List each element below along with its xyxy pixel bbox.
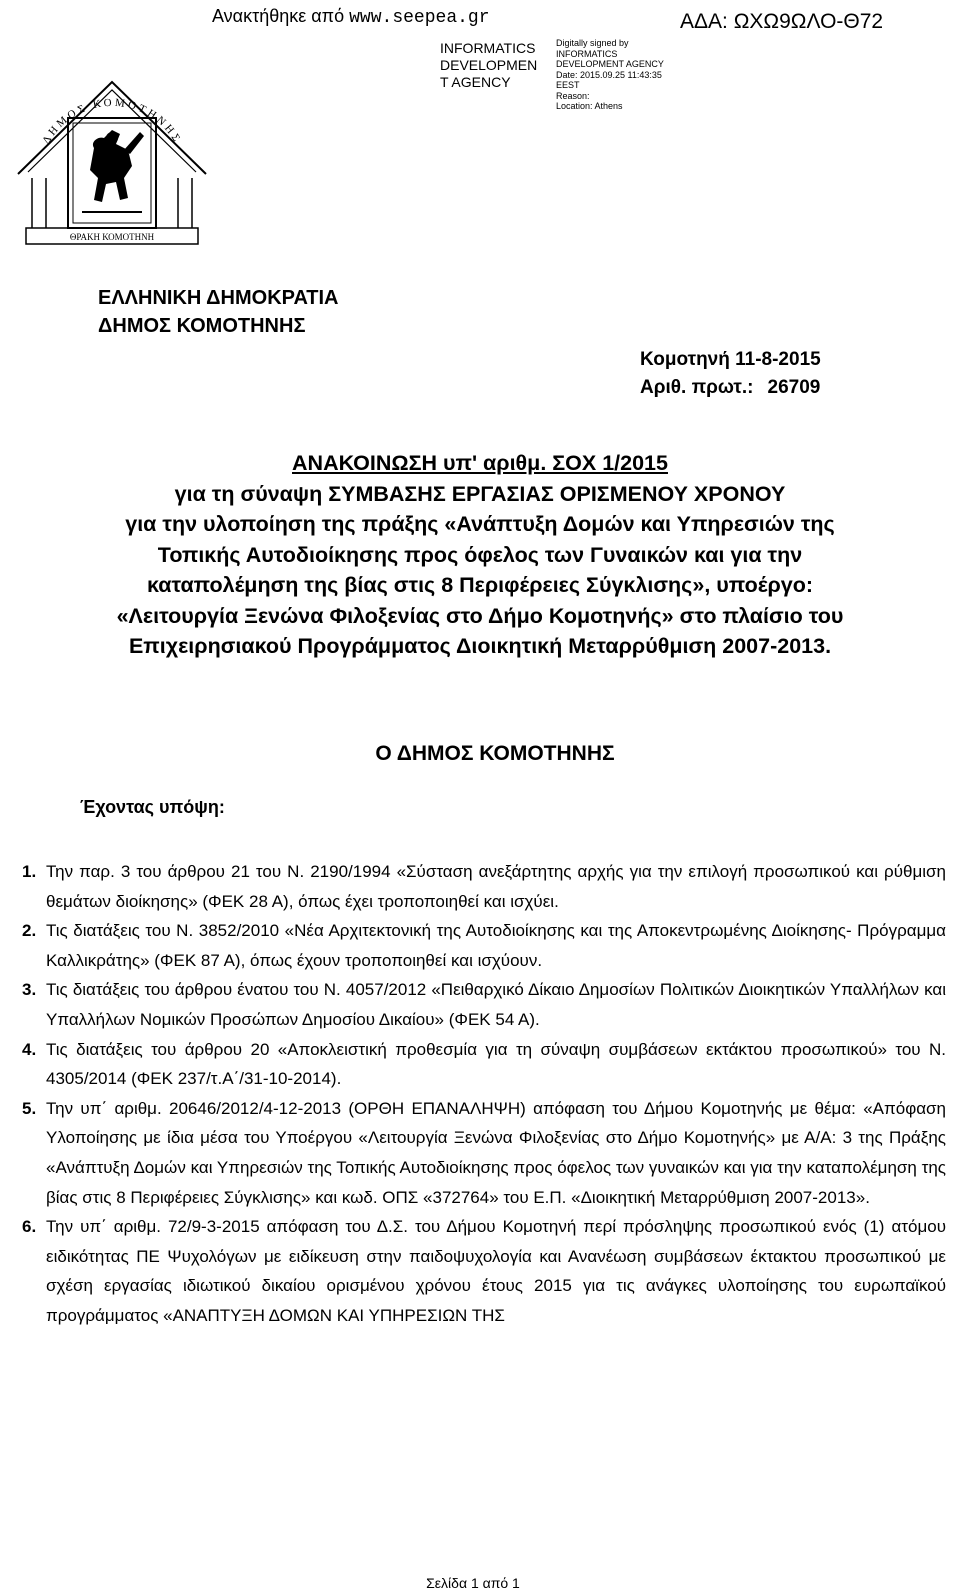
list-item xyxy=(22,857,946,916)
digital-signer-name xyxy=(440,40,552,91)
protocol-label: Αριθ. πρωτ.: xyxy=(640,377,754,398)
issuer-municipality: ΔΗΜΟΣ ΚΟΜΟΤΗΝΗΣ xyxy=(98,315,306,337)
digital-signature-details xyxy=(556,38,696,112)
item-number: 5. xyxy=(22,1098,37,1118)
signer-line: T AGENCY xyxy=(440,74,511,90)
considerations-list xyxy=(22,857,946,1331)
item-text: Τις διατάξεις του άρθρου 20 «Αποκλειστική προθεσμία για τη σύναψη συμβάσεων εκτάκτου προσωπικού» του Ν. 4305/2014 (ΦΕΚ 237/τ.Α΄/31-10-2014). xyxy=(46,1039,946,1089)
signature-detail-line: DEVELOPMENT AGENCY xyxy=(556,59,664,69)
item-number: 1. xyxy=(22,862,37,881)
list-item xyxy=(22,916,946,975)
list-item xyxy=(22,1212,946,1330)
item-text: Τις διατάξεις του Ν. 3852/2010 «Νέα Αρχιτεκτονική της Αυτοδιοίκησης και της Αποκεντρωμένης Διοίκησης- Πρόγραμμα Καλλικράτης» (ΦΕΚ 87 Α), όπως έχουν τροποποιηθεί και ισχύουν. xyxy=(46,921,946,970)
title-line: Τοπικής Αυτοδιοίκησης προς όφελος των Γυναικών και για την xyxy=(157,542,803,567)
item-text: Την παρ. 3 του άρθρου 21 του Ν. 2190/1994 «Σύσταση ανεξάρτητης αρχής για την επιλογή προσωπικού και ρύθμιση θεμάτων διοίκησης» (ΦΕΚ 28 Α), όπως έχει τροποποιηθεί και ισχύει. xyxy=(46,862,946,911)
signature-detail-line: INFORMATICS xyxy=(556,48,618,59)
municipality-heading: Ο ΔΗΜΟΣ ΚΟΜΟΤΗΝΗΣ xyxy=(375,742,615,765)
title-line: για την υλοποίηση της πράξης «Ανάπτυξη Δομών και Υπηρεσιών της xyxy=(125,512,835,536)
signer-line: INFORMATICS xyxy=(440,40,536,56)
protocol-number xyxy=(640,377,820,399)
retrieved-from xyxy=(212,6,490,28)
retrieved-url[interactable]: www.seepea.gr xyxy=(349,8,490,28)
signature-detail-line: EEST xyxy=(556,80,580,90)
title-line: Επιχειρησιακού Προγράμματος Διοικητική Μεταρρύθμιση 2007-2013. xyxy=(128,634,832,658)
place-date: Κομοτηνή 11-8-2015 xyxy=(640,349,821,370)
municipality-seal-icon xyxy=(12,78,212,248)
protocol-value: 26709 xyxy=(767,377,821,398)
title-line: καταπολέμηση της βίας στις 8 Περιφέρειες Σύγκλισης», υποέργο: xyxy=(146,573,814,597)
seal-text: ΔΗΜΟΣ ΚΟΜΟΤΗΝΗΣ xyxy=(40,96,184,147)
signature-detail-line: Reason: xyxy=(556,90,590,101)
ada-code: ΑΔΑ: ΩΧΩ9ΩΛΟ-Θ72 xyxy=(680,10,884,33)
signature-detail-line: Date: 2015.09.25 11:43:35 xyxy=(556,69,662,80)
retrieved-prefix: Ανακτήθηκε από xyxy=(212,6,345,26)
signature-detail-line: Digitally signed by xyxy=(556,38,629,48)
issuer-country: ΕΛΛΗΝΙΚΗ ΔΗΜΟΚΡΑΤΙΑ xyxy=(98,287,339,309)
title-line: «Λειτουργία Ξενώνα Φιλοξενίας στο Δήμο Κομοτηνής» στο πλαίσιο του xyxy=(116,603,844,628)
considering-label: Έχοντας υπόψη: xyxy=(80,797,225,817)
signer-line: DEVELOPMEN xyxy=(440,57,538,73)
title-line: για τη σύναψη ΣΥΜΒΑΣΗΣ ΕΡΓΑΣΙΑΣ ΟΡΙΣΜΕΝΟΥ ΧΡΟΝΟΥ xyxy=(174,481,786,506)
list-item xyxy=(22,1035,946,1094)
item-text: Τις διατάξεις του άρθρου ένατου του Ν. 4057/2012 «Πειθαρχικό Δίκαιο Δημοσίων Πολιτικών Διοικητικών Υπαλλήλων και Υπαλλήλων Νομικών Προσώπων Δημοσίου Δικαίου» (ΦΕΚ 54 Α). xyxy=(46,980,946,1029)
item-number: 2. xyxy=(22,921,37,941)
item-number: 4. xyxy=(22,1039,37,1059)
list-item xyxy=(22,1094,946,1212)
announcement-title xyxy=(30,448,930,662)
list-item xyxy=(22,975,946,1034)
seal-bottom-text: ΘΡΑΚΗ ΚΟΜΟΤΗΝΗ xyxy=(69,232,155,242)
item-text: Την υπ΄ αριθμ. 72/9-3-2015 απόφαση του Δ.Σ. του Δήμου Κομοτηνή περί πρόσληψης προσωπικού ενός (1) ατόμου ειδικότητας ΠΕ Ψυχολόγων με ειδίκευση στην παιδοψυχολογία και Ανανέωση συμβάσεων έκτακτου προσωπικού με σχέση εργασίας ιδιωτικού δικαίου ορισμένου χρόνου έτους 2015 για τις ανάγκες υλοποίησης του ευρωπαϊκού προγράμματος «ΑΝΑΠΤΥΞΗ ΔΟΜΩΝ ΚΑΙ ΥΠΗΡΕΣΙΩΝ ΤΗΣ xyxy=(46,1217,946,1325)
signature-detail-line: Location: Athens xyxy=(556,101,623,111)
page-number: Σελίδα 1 από 1 xyxy=(426,1575,520,1591)
title-line: ΑΝΑΚΟΙΝΩΣΗ υπ' αριθμ. ΣΟΧ 1/2015 xyxy=(292,451,668,475)
item-text: Την υπ΄ αριθμ. 20646/2012/4-12-2013 (ΟΡΘΗ ΕΠΑΝΑΛΗΨΗ) απόφαση του Δήμου Κομοτηνής με θέμα: «Απόφαση Υλοποίησης με ίδια μέσα του Υποέργου «Λειτουργία Ξενώνα Φιλοξενίας στο Δήμο Κομοτηνής» με Α/Α: 3 της Πράξης «Ανάπτυξη Δομών και Υπηρεσιών της Τοπικής Αυτοδιοίκησης προς όφελος των γυναικών και για την καταπολέμηση της βίας στις 8 Περιφέρειες Σύγκλισης» και κωδ. ΟΠΣ «372764» του Ε.Π. «Διοικητική Μεταρρύθμιση 2007-2013». xyxy=(46,1098,946,1207)
item-number: 3. xyxy=(22,980,37,1000)
item-number: 6. xyxy=(22,1217,37,1237)
